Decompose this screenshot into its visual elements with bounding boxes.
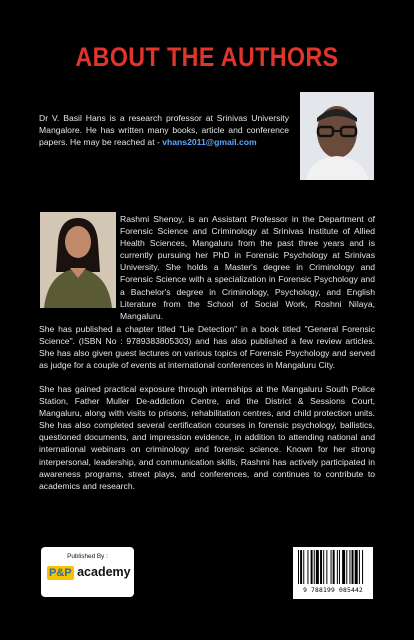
author2-experience: She has gained practical exposure through internships at the Mangaluru South Police Station, Father Muller De-addiction Centre, and the District & Sessions Court, Mangaluru, along with visits to prisons, rehabilitation centres, and child protection units. She has also completed several certification courses in forensic psychology, ballistics, questioned documents, and impression evidence, in addition to attending national and international webinars on criminology and forensic science. Known for her strong interpersonal, leadership, and communication skills, Rashmi has actively participated in awareness programs, street plays, and conferences, and continues to contribute to academics and research.: [39, 384, 375, 491]
page-title: ABOUT THE AUTHORS: [75, 42, 339, 72]
publisher-logo: [41, 547, 134, 597]
publisher-logo-mark: P&P: [49, 567, 72, 579]
author1-bio: [39, 112, 289, 148]
author1-bio-text: Dr V. Basil Hans is a research professor at Srinivas University Mangalore. He has written many books, article and conference papers. He may be reached at -: [39, 113, 289, 148]
barcode-bars: [296, 550, 370, 586]
publisher-name: [47, 565, 131, 580]
barcode-number: 9 788199 085442: [303, 587, 363, 594]
author2-publications: She has published a chapter titled "Lie Detection" in a book titled "General Forensic Science". (ISBN No : 9789383805303) and has also published a few review articles. She has also given guest lectures on various topics of Forensic Psychology and served as judge for a couple of events at international conferences in Mangaluru City.: [39, 324, 375, 371]
author1-photo: [300, 92, 374, 180]
published-by-label: Published By :: [67, 553, 108, 560]
author2-bio: Rashmi Shenoy, is an Assistant Professor in the Department of Forensic Science and Criminology at Srinivas Institute of Allied Health Sciences, Mangaluru from the past three years and is currently pursuing her PhD in Forensic Psychology at Srinivas University. She holds a Master's degree in Criminology and Forensic Science with a specialization in Forensic Psychology and a Bachelor's degree in Criminology, Psychology, and English Literature from the School of Social Work, Roshni Nilaya, Mangaluru.: [120, 214, 375, 321]
author1-email[interactable]: vhans2011@gmail.com: [162, 137, 257, 148]
isbn-barcode: [293, 547, 373, 599]
publisher-logo-text: academy: [77, 565, 131, 579]
author2-photo: [40, 212, 116, 308]
